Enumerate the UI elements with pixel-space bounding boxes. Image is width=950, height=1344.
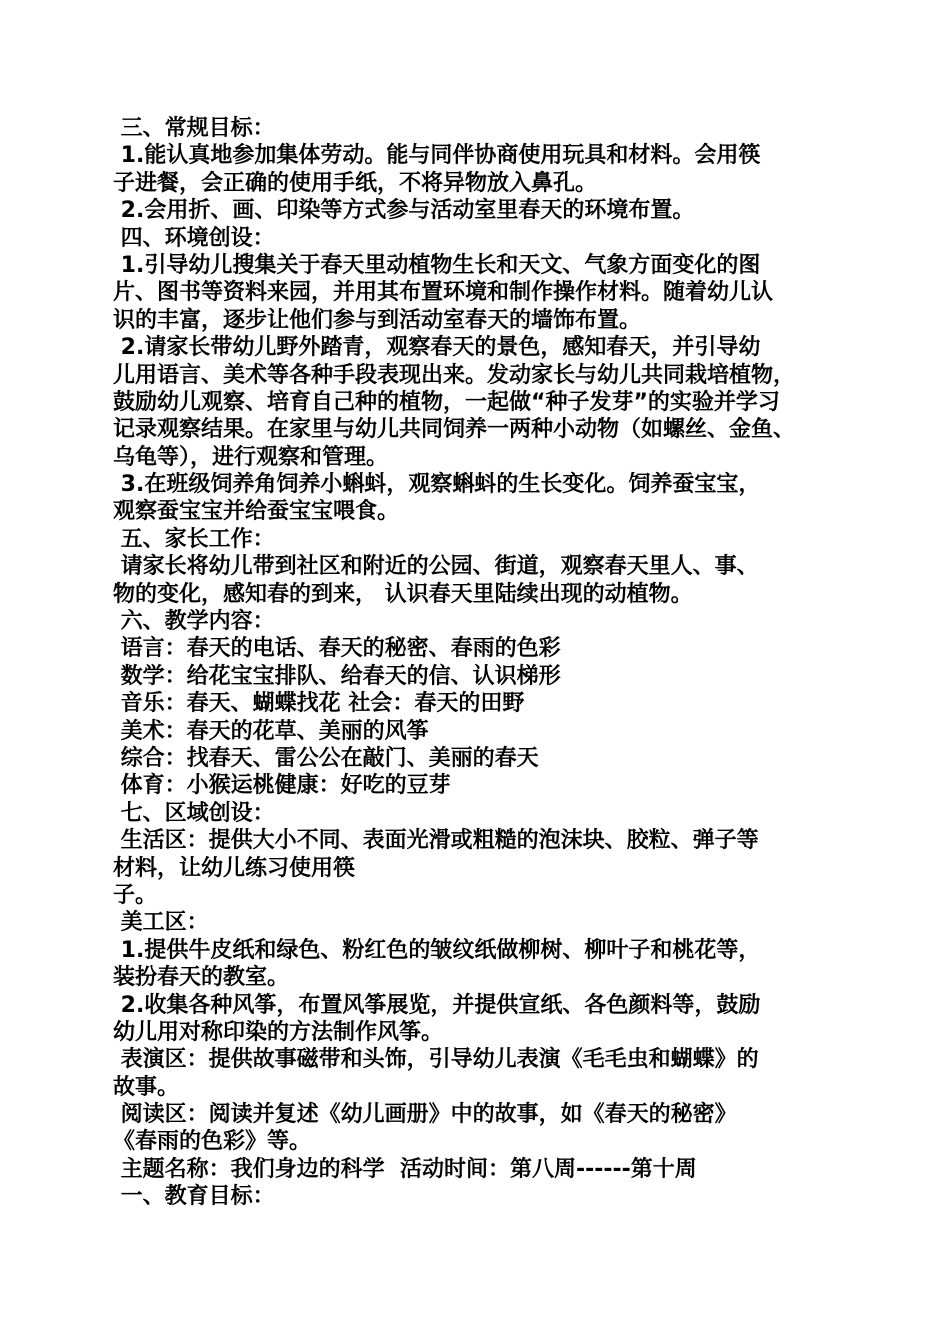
text-line: 2.请家长带幼儿野外踏青，观察春天的景色，感知春天，并引导幼	[113, 335, 761, 361]
text-line: 材料，让幼儿练习使用筷	[113, 855, 356, 881]
text-line: 片、图书等资料来园，并用其布置环境和制作操作材料。随着幼儿认	[113, 280, 774, 306]
heading-environment: 四、环境创设：	[113, 225, 275, 251]
text-line: 鼓励幼儿观察、培育自己种的植物，一起做“种子发芽”的实验并学习	[113, 389, 780, 415]
heading-area-setup: 七、区域创设：	[113, 800, 275, 826]
text-line: 体育：小猴运桃健康：好吃的豆芽	[113, 773, 451, 799]
heading-parent-work: 五、家长工作：	[113, 526, 275, 552]
text-line: 子进餐，会正确的使用手纸，不将异物放入鼻孔。	[113, 170, 598, 196]
heading-teaching-content: 六、教学内容：	[113, 609, 275, 635]
text-line: 乌龟等），进行观察和管理。	[113, 444, 389, 470]
text-line: 装扮春天的教室。	[113, 965, 290, 991]
text-line: 1.引导幼儿搜集关于春天里动植物生长和天文、气象方面变化的图	[113, 252, 761, 278]
text-line: 表演区：提供故事磁带和头饰，引导幼儿表演《毛毛虫和蝴蝶》的	[113, 1047, 759, 1073]
heading-routine-goals: 三、常规目标：	[113, 116, 275, 141]
text-line: 3.在班级饲养角饲养小蝌蚪，观察蝌蚪的生长变化。饲养蚕宝宝，	[113, 472, 761, 498]
text-line: 2.收集各种风筝，布置风筝展览，并提供宣纸、各色颜料等，鼓励	[113, 992, 761, 1018]
text-line: 1.能认真地参加集体劳动。能与同伴协商使用玩具和材料。会用筷	[113, 143, 761, 169]
text-line: 识的丰富，逐步让他们参与到活动室春天的墙饰布置。	[113, 307, 642, 333]
text-line: 阅读区：阅读并复述《幼儿画册》中的故事，如《春天的秘密》	[113, 1102, 737, 1128]
text-line: 1.提供牛皮纸和绿色、粉红色的皱纹纸做柳树、柳叶子和桃花等，	[113, 937, 761, 963]
text-line: 音乐：春天、蝴蝶找花 社会：春天的田野	[113, 691, 525, 717]
text-line: 幼儿用对称印染的方法制作风筝。	[113, 1019, 444, 1045]
text-line: 观察蚕宝宝并给蚕宝宝喂食。	[113, 499, 400, 525]
text-line: 美工区：	[113, 910, 209, 936]
text-line: 子。	[113, 882, 158, 908]
text-line: 美术：春天的花草、美丽的风筝	[113, 718, 429, 744]
text-line: 物的变化，感知春的到来， 认识春天里陆续出现的动植物。	[113, 581, 693, 607]
text-line: 儿用语言、美术等各种手段表现出来。发动家长与幼儿共同栽培植物，	[113, 362, 796, 388]
text-line: 2.会用折、画、印染等方式参与活动室里春天的环境布置。	[113, 198, 695, 224]
text-line: 语言：春天的电话、春天的秘密、春雨的色彩	[113, 636, 561, 662]
text-line: 《春雨的色彩》等。	[113, 1129, 312, 1155]
text-line: 生活区：提供大小不同、表面光滑或粗糙的泡沫块、胶粒、弹子等	[113, 828, 759, 854]
heading-education-goals: 一、教育目标：	[113, 1184, 275, 1210]
text-line: 故事。	[113, 1074, 180, 1100]
text-line: 数学：给花宝宝排队、给春天的信、认识梯形	[113, 663, 561, 689]
text-line: 记录观察结果。在家里与幼儿共同饲养一两种小动物（如螺丝、金鱼、	[113, 417, 796, 443]
document-body	[113, 115, 853, 1211]
text-line: 综合：找春天、雷公公在敲门、美丽的春天	[113, 745, 539, 771]
text-line: 请家长将幼儿带到社区和附近的公园、街道，观察春天里人、事、	[113, 554, 759, 580]
theme-title-line: 主题名称：我们身边的科学 活动时间：第八周------第十周	[113, 1156, 697, 1182]
